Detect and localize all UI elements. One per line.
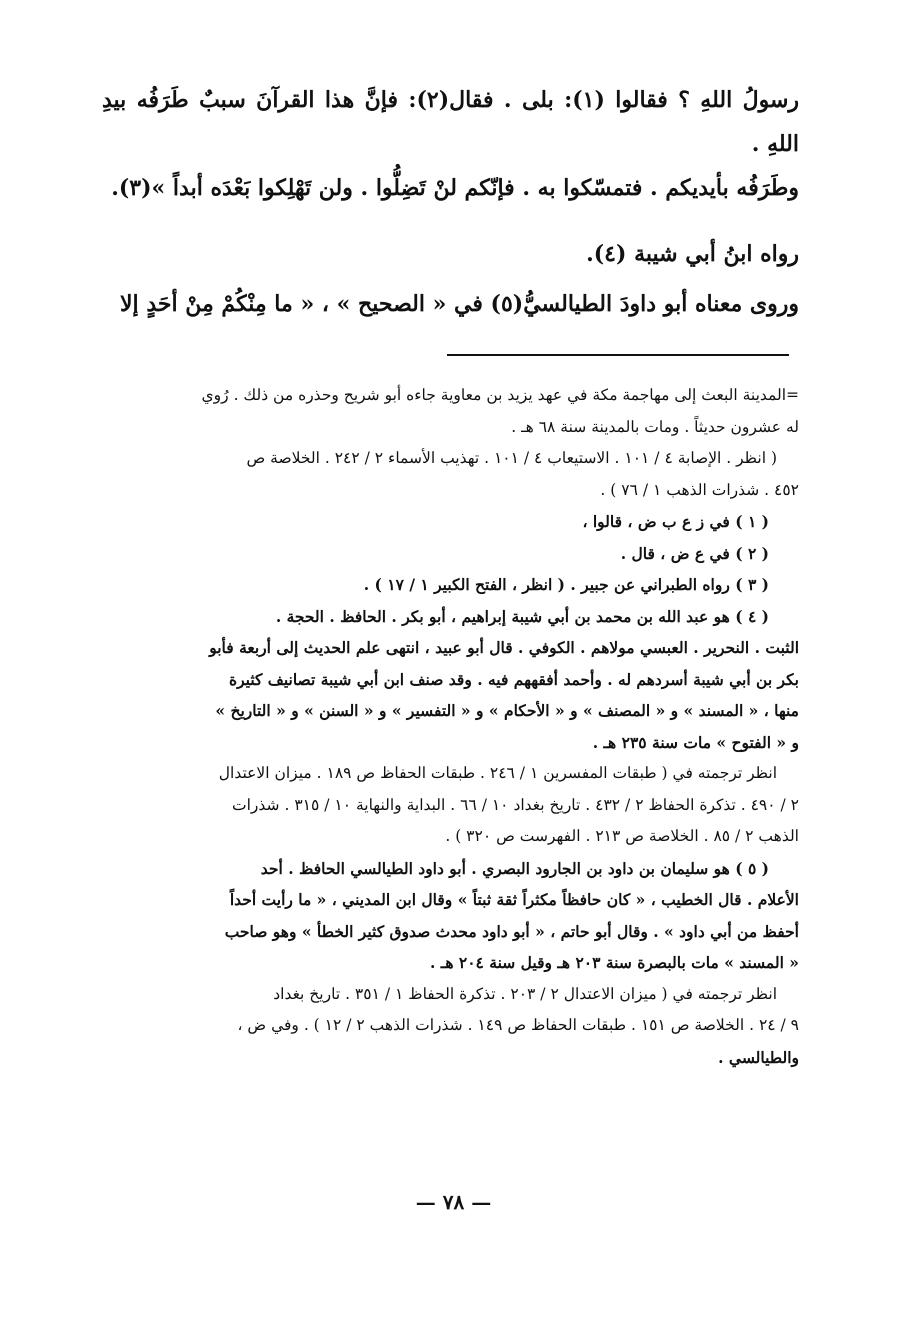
footnote-line: « المسند » مات بالبصرة سنة ٢٠٣ هـ وقيل سنة ٢٠٤ هـ . — [430, 953, 799, 972]
main-text-line: رسولُ اللهِ ؟ فقالوا (١): بلى . فقال(٢): فإنَّ هذا القرآنَ سببٌ طَرَفُه بيدِ اللهِ . — [102, 87, 800, 157]
page-number: — ٧٨ — — [415, 1190, 492, 1214]
footnotes-block — [102, 380, 799, 1073]
footnote-line: و « الفتوح » مات سنة ٢٣٥ هـ . — [592, 732, 799, 752]
footnote-line: ٤٥٢ . شذرات الذهب ١ / ٧٦ ) . — [600, 480, 799, 499]
footnote-3: ( ٣ ) رواه الطبراني عن جبير . ( انظر ، الفتح الكبير ١ / ١٧ ) . — [363, 575, 769, 594]
footnote-4: ( ٤ ) هو عبد الله بن محمد بن أبي شيبة إبراهيم ، أبو بكر . الحافظ . الحجة . — [275, 606, 769, 626]
footnote-5: ( ٥ ) هو سليمان بن داود بن الجارود البصري . أبو داود الطيالسي الحافظ . أحد — [260, 858, 769, 878]
main-text-line: رواه ابنُ أبي شيبة (٤). — [586, 241, 799, 267]
footnote-line: له عشرون حديثاً . ومات بالمدينة سنة ٦٨ هـ . — [511, 417, 799, 436]
footnote-line: الأعلام . قال الخطيب ، « كان حافظاً مكثراً ثقة ثبتاً » وقال ابن المديني ، « ما رأيت أحداً — [229, 890, 799, 909]
footnote-line: الثبت . النحرير . العبسي مولاهم . الكوفي . قال أبو عبيد ، انتهى علم الحديث إلى أربعة فأبو — [209, 638, 799, 657]
footnote-line: =المدينة البعث إلى مهاجمة مكة في عهد يزيد بن معاوية جاءه أبو شريح وحذره من ذلك . رُوي — [201, 386, 799, 404]
footnote-line: الذهب ٢ / ٨٥ . الخلاصة ص ٢١٣ . الفهرست ص ٣٢٠ ) . — [445, 827, 799, 845]
footnote-line: انظر ترجمته في ( ميزان الاعتدال ٢ / ٢٠٣ . تذكرة الحفاظ ١ / ٣٥١ . تاريخ بغداد — [273, 984, 777, 1003]
footnote-line: بكر بن أبي شيبة أسردهم له . وأحمد أفقههم فيه . وقد صنف ابن أبي شيبة تصانيف كثيرة — [228, 669, 799, 689]
footnote-2: ( ٢ ) في ع ض ، قال . — [620, 543, 769, 563]
footnote-line: انظر ترجمته في ( طبقات المفسرين ١ / ٢٤٦ . طبقات الحفاظ ص ١٨٩ . ميزان الاعتدال — [218, 764, 777, 782]
footnote-line: ٢ / ٤٩٠ . تذكرة الحفاظ ٢ / ٤٣٢ . تاريخ بغداد ١٠ / ٦٦ . البداية والنهاية ١٠ / ٣١٥ . شذرات — [232, 795, 799, 814]
footnote-line: ( انظر . الإصابة ٤ / ١٠١ . الاستيعاب ٤ / ١٠١ . تهذيب الأسماء ٢ / ٢٤٢ . الخلاصة ص — [246, 449, 777, 467]
footnote-separator — [447, 354, 789, 356]
footnote-1: ( ١ ) في ز ع ب ض ، قالوا ، — [582, 512, 769, 531]
footnote-line: ٩ / ٢٤ . الخلاصة ص ١٥١ . طبقات الحفاظ ص ١٤٩ . شذرات الذهب ٢ / ١٢ ) . وفي ض ، — [237, 1016, 799, 1034]
main-text-line: وروى معناه أبو داودَ الطيالسيُّ(٥) في « الصحيح » ، « ما مِنْكُمْ مِنْ أحَدٍ إلا — [120, 291, 799, 317]
main-text-block — [102, 78, 799, 326]
main-text-line: وطَرَفُه بأيديكم . فتمسّكوا به . فإنّكم لنْ تَضِلُّوا . ولن تَهْلِكوا بَعْدَه أبداً »(٣). — [111, 175, 799, 201]
footnote-line: والطيالسي . — [718, 1047, 799, 1067]
footnote-line: منها ، « المسند » و « المصنف » و « الأحكام » و « التفسير » و « السنن » و « التاريخ » — [215, 701, 799, 720]
footnote-line: أحفظ من أبي داود » . وقال أبو حاتم ، « أبو داود محدث صدوق كثير الخطأ » وهو صاحب — [224, 921, 799, 941]
